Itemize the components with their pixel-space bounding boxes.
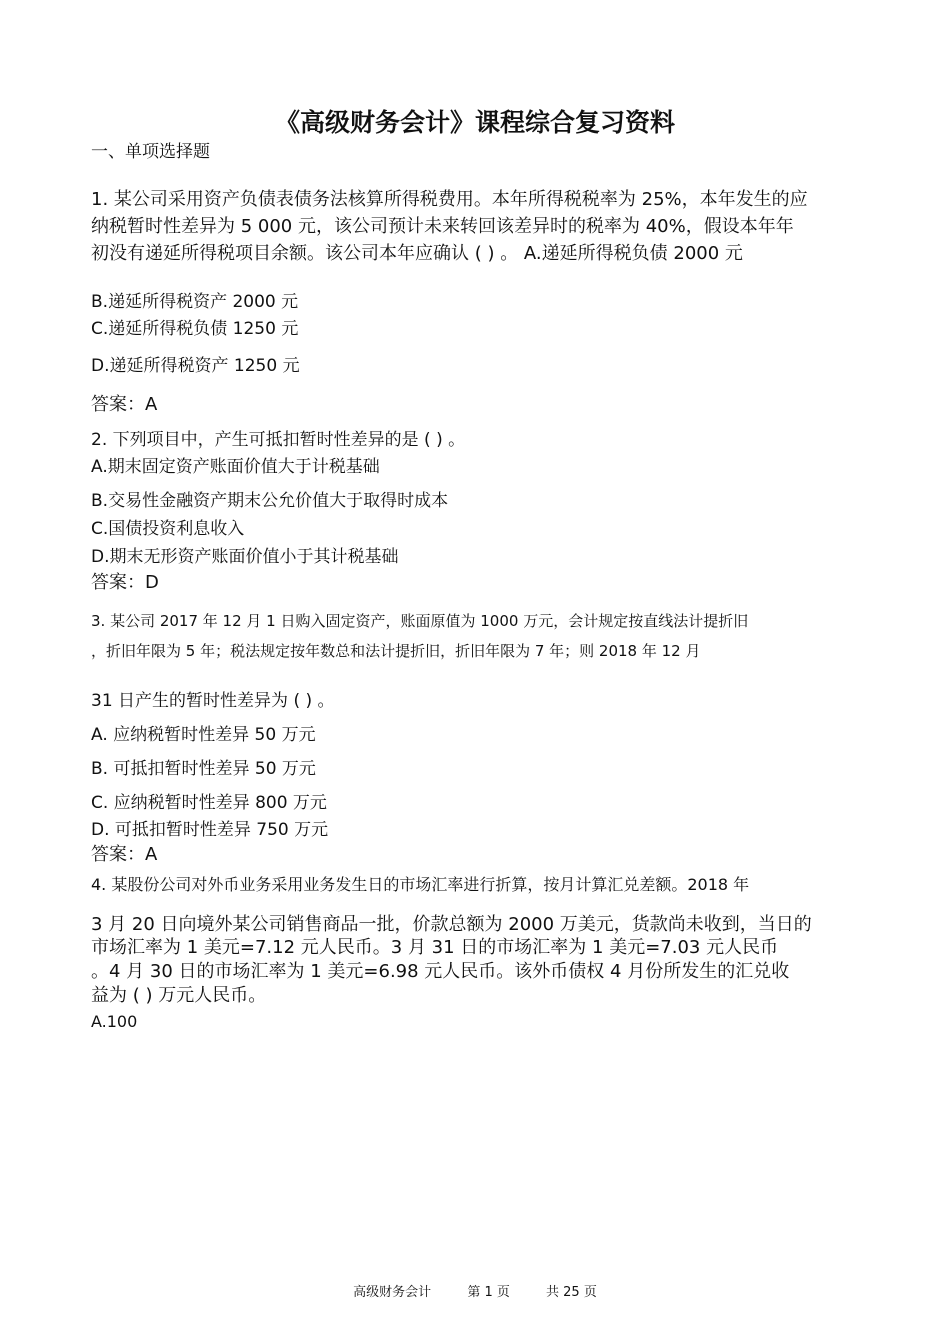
q3-option-d: D. 可抵扣暂时性差异 750 万元 [91,820,329,840]
q4-text-line-2: 3 月 20 日向境外某公司销售商品一批，价款总额为 2000 万美元，货款尚未收到，当日的 [91,914,812,935]
footer-total-pages: 共 25 页 [546,1285,597,1300]
q1-text-line-2: 纳税暂时性差异为 5 000 元，该公司预计未来转回该差异时的税率为 40%，假设本年年 [91,216,794,237]
q1-option-b: B.递延所得税资产 2000 元 [91,292,299,312]
q4-option-a: A.100 [91,1012,138,1031]
q4-text-line-3: 市场汇率为 1 美元=7.12 元人民币。3 月 31 日的市场汇率为 1 美元=7.03 元人民币 [91,937,779,958]
section-heading: 一、单项选择题 [91,142,210,162]
q2-option-a: A.期末固定资产账面价值大于计税基础 [91,457,380,477]
page-footer [0,1281,950,1300]
q3-option-a: A. 应纳税暂时性差异 50 万元 [91,725,316,745]
q1-text-line-3: 初没有递延所得税项目余额。该公司本年应确认 ( ) 。 A.递延所得税负债 2000 元 [91,243,743,264]
q3-text-line-3: 31 日产生的暂时性差异为 ( ) 。 [91,691,335,711]
q2-option-d: D.期末无形资产账面价值小于其计税基础 [91,547,399,567]
q1-option-c: C.递延所得税负债 1250 元 [91,319,299,339]
footer-course: 高级财务会计 [353,1285,432,1300]
q4-text-line-5: 益为 ( ) 万元人民币。 [91,985,267,1006]
q3-answer: 答案：A [91,844,158,865]
q2-answer: 答案：D [91,572,159,593]
footer-page-number: 第 1 页 [467,1285,510,1300]
page-title: 《高级财务会计》课程综合复习资料 [274,108,675,137]
q3-option-c: C. 应纳税暂时性差异 800 万元 [91,793,327,813]
q1-text-line-1: 1. 某公司采用资产负债表债务法核算所得税费用。本年所得税税率为 25%，本年发生的应 [91,189,808,210]
q2-option-b: B.交易性金融资产期末公允价值大于取得时成本 [91,491,449,511]
q4-text-line-1: 4. 某股份公司对外币业务采用业务发生日的市场汇率进行折算，按月计算汇兑差额。2018 年 [91,875,750,894]
q3-text-line-2: ，折旧年限为 5 年；税法规定按年数总和法计提折旧，折旧年限为 7 年；则 2018 年 12 月 [91,642,701,660]
q2-option-c: C.国债投资利息收入 [91,519,245,539]
q1-option-d: D.递延所得税资产 1250 元 [91,356,300,376]
q1-answer: 答案：A [91,394,158,415]
q4-text-line-4: 。4 月 30 日的市场汇率为 1 美元=6.98 元人民币。该外币债权 4 月份所发生的汇兑收 [91,961,790,982]
q2-text-line-1: 2. 下列项目中，产生可抵扣暂时性差异的是 ( ) 。 [91,430,466,450]
q3-option-b: B. 可抵扣暂时性差异 50 万元 [91,759,316,779]
q3-text-line-1: 3. 某公司 2017 年 12 月 1 日购入固定资产，账面原值为 1000 万元，会计规定按直线法计提折旧 [91,612,749,630]
